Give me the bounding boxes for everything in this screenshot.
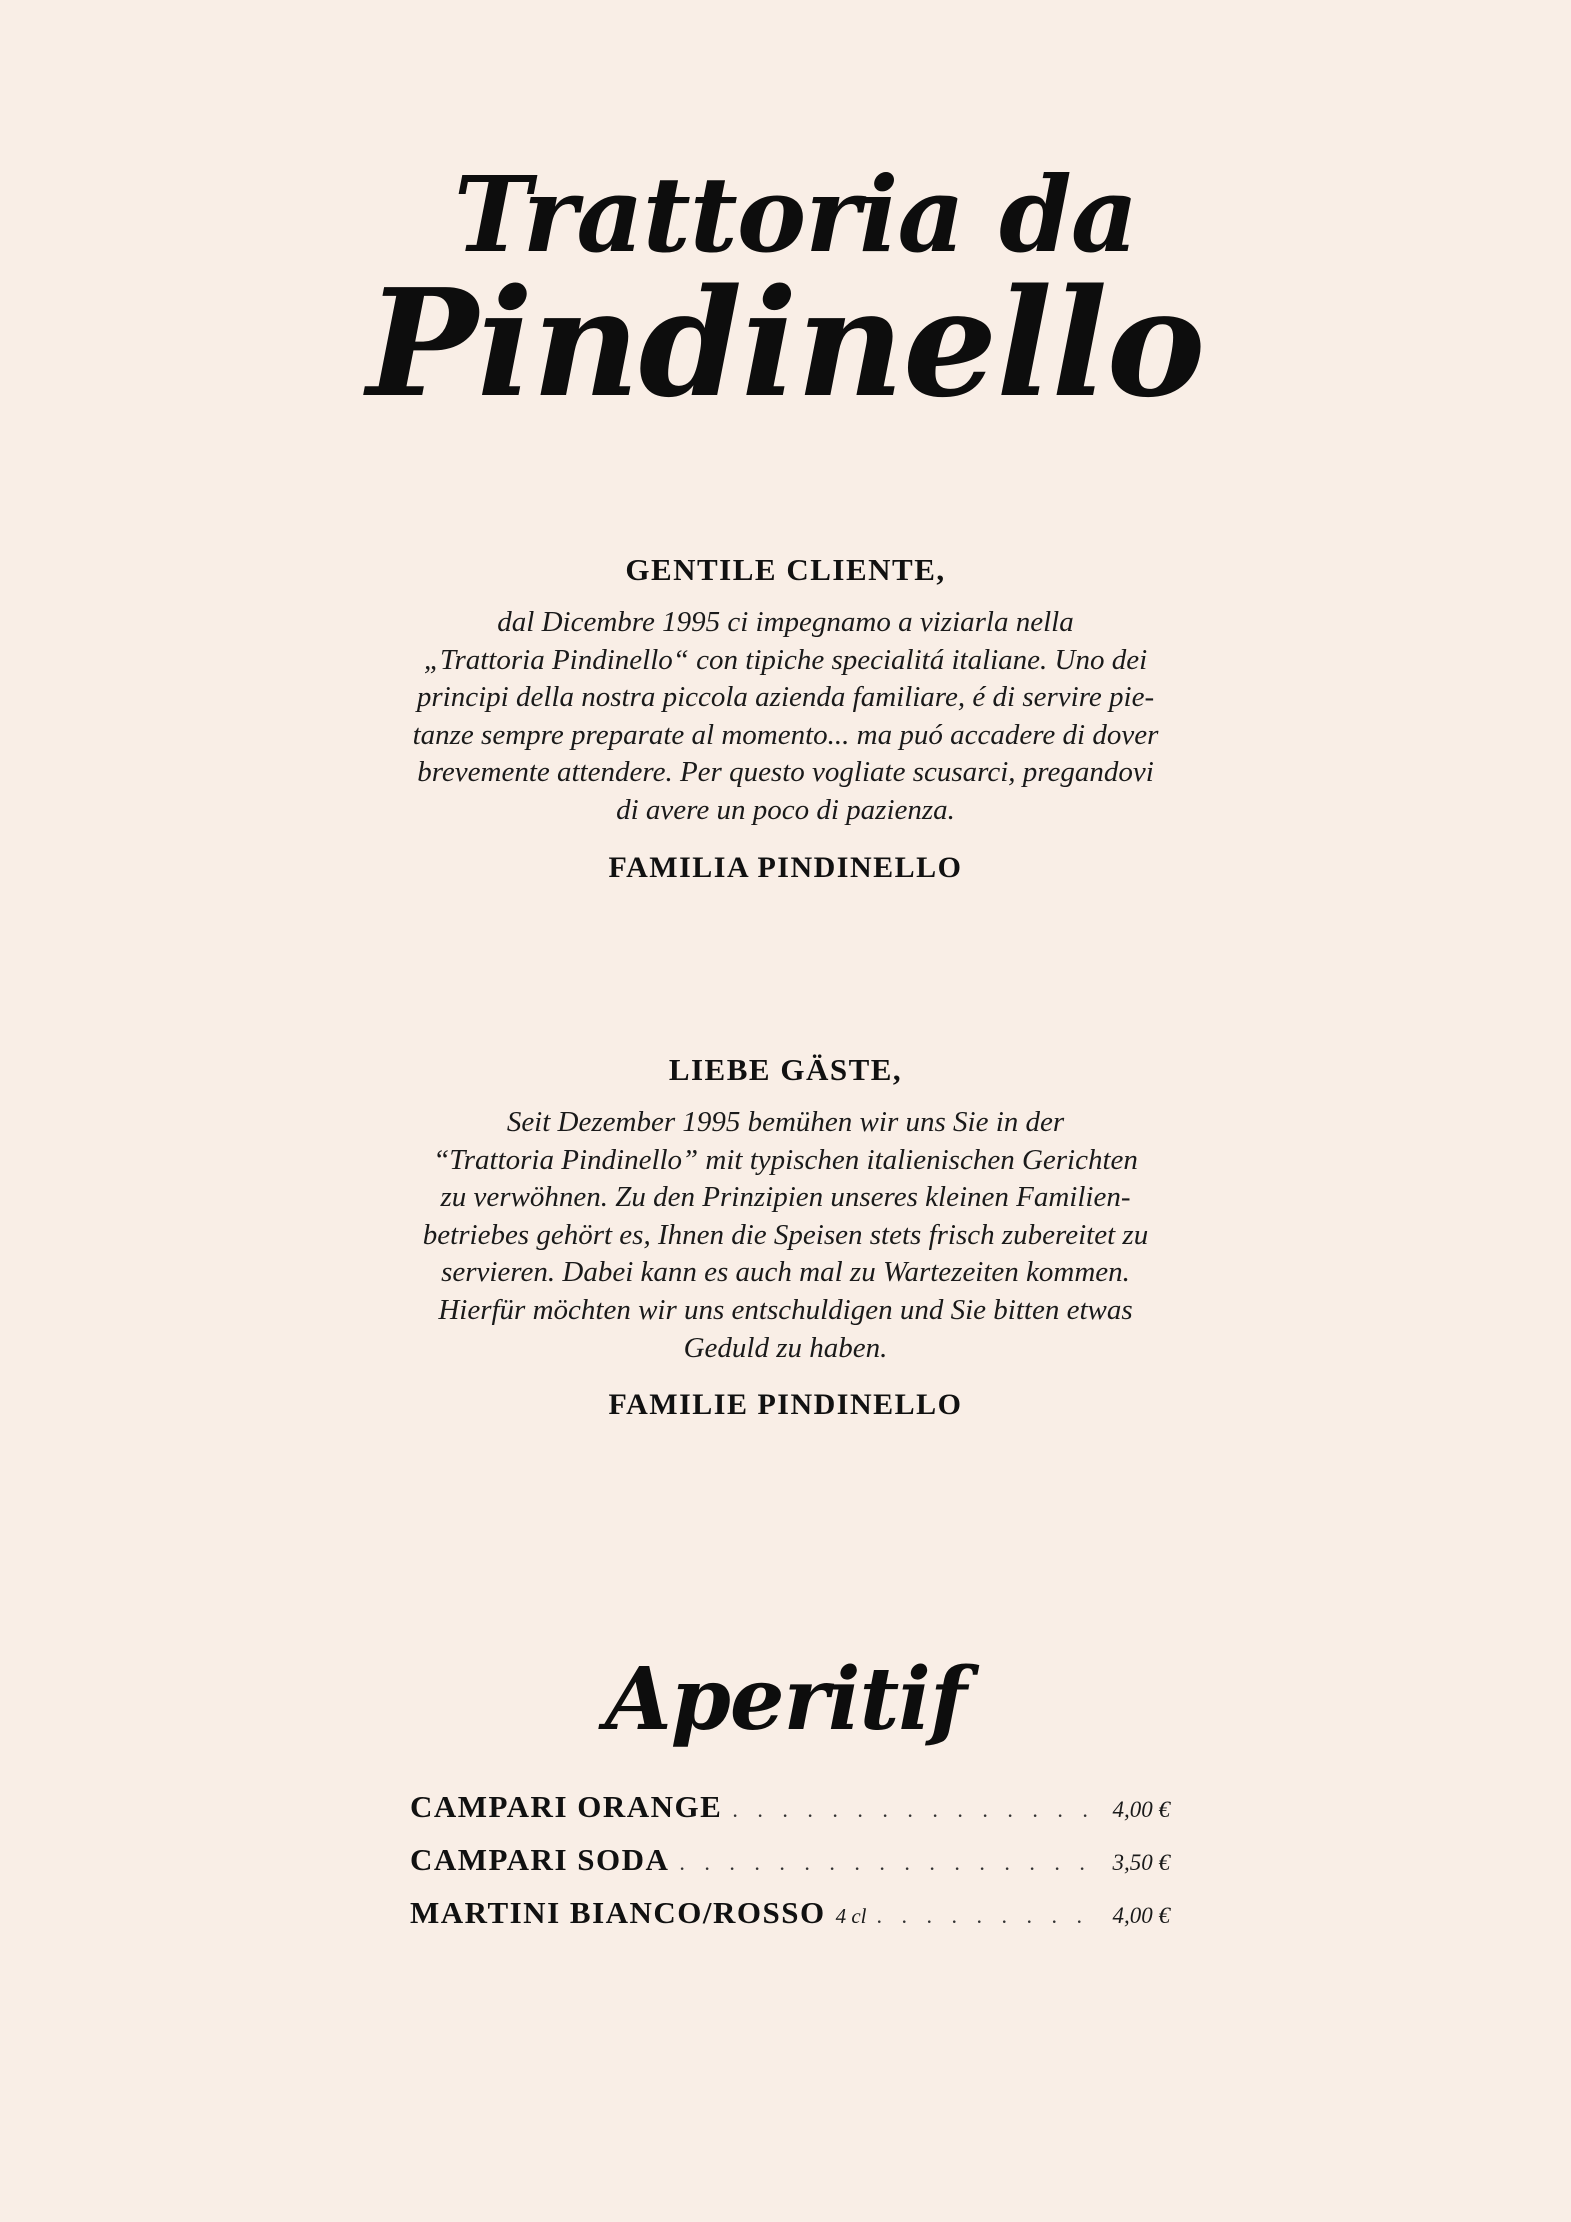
german-text-line: Hierfür möchten wir uns entschuldigen und Sie bitten etwas xyxy=(438,1293,1133,1326)
german-greeting-heading: LIEBE GÄSTE, xyxy=(668,1052,903,1087)
italian-text-line: dal Dicembre 1995 ci impegnamo a viziarla nella xyxy=(497,606,1074,638)
german-text-line: Seit Dezember 1995 bemühen wir uns Sie in der xyxy=(506,1106,1065,1138)
menu-item-name: CAMPARI ORANGE xyxy=(410,1789,723,1824)
menu-item xyxy=(410,1833,1170,1886)
italian-greeting-heading: GENTILE CLIENTE, xyxy=(625,552,946,587)
menu-item-price: 3,50 € xyxy=(1112,1850,1170,1875)
german-text-line: servieren. Dabei kann es auch mal zu Wartezeiten kommen. xyxy=(441,1256,1130,1289)
restaurant-title-line-2: Pindinello xyxy=(366,256,1205,430)
italian-text-line: principi della nostra piccola azienda familiare, é di servire pie- xyxy=(416,681,1155,714)
italian-text-line: brevemente attendere. Per questo vogliate scusarci, pregandovi xyxy=(417,756,1154,789)
italian-text-line: di avere un poco di pazienza. xyxy=(616,793,955,826)
aperitif-section-title: Aperitif xyxy=(605,1649,966,1750)
restaurant-title-line-1: Trattoria da xyxy=(453,153,1138,276)
italian-welcome-section xyxy=(0,548,1571,890)
dot-leader xyxy=(679,1836,1088,1889)
german-welcome-text xyxy=(406,1104,1166,1367)
italian-signature: FAMILIA PINDINELLO xyxy=(608,850,963,884)
menu-item-size-note: 4 cl xyxy=(835,1904,867,1928)
german-text-line: “Trattoria Pindinello” mit typischen italienischen Gerichten xyxy=(433,1143,1138,1176)
italian-welcome-text xyxy=(406,604,1166,830)
german-text-line: betriebes gehört es, Ihnen die Speisen stets frisch zubereitet zu xyxy=(422,1218,1149,1251)
menu-item xyxy=(410,1780,1170,1833)
menu-item xyxy=(410,1886,1170,1939)
italian-text-line: tanze sempre preparate al momento... ma puó accadere di dover xyxy=(412,718,1159,751)
dot-leader xyxy=(877,1889,1088,1942)
german-welcome-section xyxy=(0,1048,1571,1427)
german-signature: FAMILIE PINDINELLO xyxy=(608,1388,963,1422)
german-text-line: Geduld zu haben. xyxy=(683,1331,888,1364)
menu-item-name: MARTINI BIANCO/ROSSO xyxy=(410,1895,826,1930)
aperitif-menu-list xyxy=(410,1780,1170,1939)
dot-leader xyxy=(732,1783,1088,1836)
german-text-line: zu verwöhnen. Zu den Prinzipien unseres kleinen Familien- xyxy=(440,1181,1131,1214)
menu-item-price: 4,00 € xyxy=(1112,1797,1170,1822)
italian-text-line: „Trattoria Pindinello“ con tipiche specialitá italiane. Uno dei xyxy=(423,643,1148,676)
menu-item-price: 4,00 € xyxy=(1112,1903,1170,1928)
menu-item-name: CAMPARI SODA xyxy=(410,1842,670,1877)
